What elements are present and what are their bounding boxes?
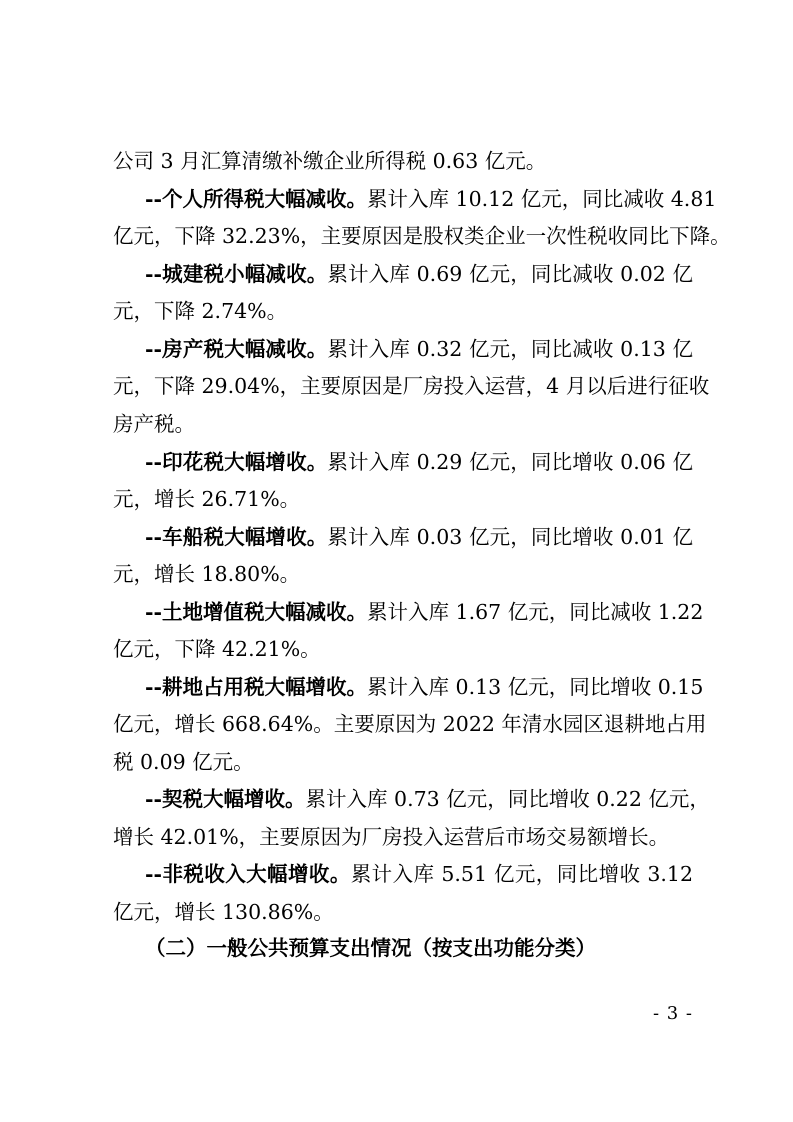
paragraph-text: 元，增长 18.80%。 xyxy=(113,562,301,586)
text-line xyxy=(145,669,704,705)
paragraph-text: 累计入库 0.29 亿元，同比增收 0.06 亿 xyxy=(327,450,693,474)
paragraph-text: 亿元，增长 668.64%。主要原因为 2022 年清水园区退耕地占用 xyxy=(113,712,707,736)
paragraph-text: 元，下降 29.04%，主要原因是厂房投入运营，4 月以后进行征收 xyxy=(113,374,710,398)
text-line xyxy=(113,406,693,442)
paragraph-heading: --土地增值税大幅减收。 xyxy=(145,600,368,624)
paragraph-text: 累计入库 10.12 亿元，同比减收 4.81 xyxy=(367,187,717,211)
text-line xyxy=(145,856,693,892)
paragraph-heading: --城建税小幅减收。 xyxy=(145,262,328,286)
paragraph-text: 累计入库 0.13 亿元，同比增收 0.15 xyxy=(367,675,704,699)
paragraph-text: 税 0.09 亿元。 xyxy=(113,750,254,774)
paragraph-text: 增长 42.01%，主要原因为厂房投入运营后市场交易额增长。 xyxy=(113,825,670,849)
paragraph-text: 亿元，增长 130.86%。 xyxy=(113,900,334,924)
paragraph-text: 元，增长 26.71%。 xyxy=(113,487,301,511)
text-line xyxy=(113,744,693,780)
text-line xyxy=(113,556,693,592)
paragraph-text: 元，下降 2.74%。 xyxy=(113,299,288,323)
paragraph-text: 累计入库 5.51 亿元，同比增收 3.12 xyxy=(350,862,693,886)
paragraph-text: 累计入库 1.67 亿元，同比减收 1.22 xyxy=(367,600,704,624)
text-line xyxy=(145,594,704,630)
text-line xyxy=(145,519,693,555)
text-line xyxy=(113,819,693,855)
paragraph-text: 房产税。 xyxy=(113,412,195,436)
text-line xyxy=(113,481,693,517)
paragraph-text: 累计入库 0.03 亿元，同比增收 0.01 亿 xyxy=(327,525,693,549)
paragraph-heading: --非税收入大幅增收。 xyxy=(145,862,351,886)
paragraph-heading: --车船税大幅增收。 xyxy=(145,525,328,549)
text-line xyxy=(145,256,693,292)
paragraph-text: 累计入库 0.32 亿元，同比减收 0.13 亿 xyxy=(327,337,693,361)
paragraph-heading: --契税大幅增收。 xyxy=(145,787,306,811)
text-line xyxy=(145,181,717,217)
text-line xyxy=(145,444,693,480)
text-line xyxy=(145,331,693,367)
text-line xyxy=(113,631,693,667)
text-line xyxy=(113,894,693,930)
paragraph-text: 亿元，下降 32.23%，主要原因是股权类企业一次性税收同比下降。 xyxy=(113,224,731,248)
paragraph-text: 公司 3 月汇算清缴补缴企业所得税 0.63 亿元。 xyxy=(113,149,547,173)
paragraph-text: 亿元，下降 42.21%。 xyxy=(113,637,321,661)
section-heading: （二）一般公共预算支出情况（按支出功能分类） xyxy=(145,936,596,960)
paragraph-text: 累计入库 0.73 亿元，同比增收 0.22 亿元， xyxy=(305,787,710,811)
text-line xyxy=(145,781,710,817)
paragraph-heading: --印花税大幅增收。 xyxy=(145,450,328,474)
text-line xyxy=(113,218,731,254)
text-line xyxy=(113,293,693,329)
text-line xyxy=(113,706,707,742)
paragraph-heading: --个人所得税大幅减收。 xyxy=(145,187,368,211)
paragraph-text: 累计入库 0.69 亿元，同比减收 0.02 亿 xyxy=(327,262,693,286)
paragraph-heading: --房产税大幅减收。 xyxy=(145,337,328,361)
text-line xyxy=(113,368,710,404)
page-number: - 3 - xyxy=(652,1003,693,1024)
text-line xyxy=(113,143,693,179)
paragraph-heading: --耕地占用税大幅增收。 xyxy=(145,675,368,699)
